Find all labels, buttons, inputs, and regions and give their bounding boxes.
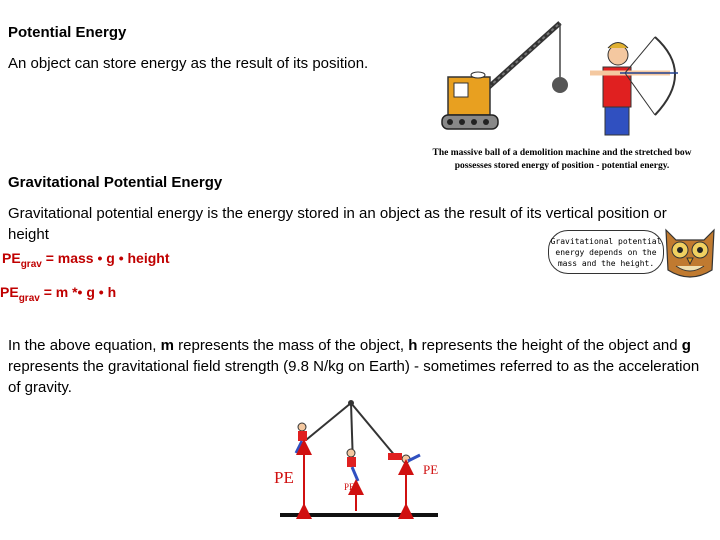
- demolition-archer-illustration: [420, 15, 690, 145]
- caption-line-2: possesses stored energy of position - potential energy.: [454, 161, 670, 171]
- para-var-m: m: [160, 337, 174, 354]
- child-left: [296, 423, 307, 453]
- gravitational-energy-text: Gravitational potential energy is the energy stored in an object as the result of its vertical position or height: [8, 205, 667, 243]
- pe-label-middle: PE: [344, 482, 355, 492]
- bubble-line-1: Gravitational potential: [550, 237, 662, 246]
- wrecking-ball: [552, 77, 568, 93]
- formula2-expression: = m *• g • h: [39, 284, 117, 300]
- rope-left: [306, 403, 351, 440]
- para-part-4: represents the gravitational field strength (9.8 N/kg on Earth) - sometimes referred to as the acceleration of gravity.: [8, 358, 700, 396]
- bow: [655, 37, 675, 115]
- bubble-line-3: mass and the height.: [557, 259, 655, 268]
- equation-explanation: [8, 335, 712, 398]
- heading-gravitational-potential-energy: Gravitational Potential Energy: [8, 174, 223, 191]
- pe-label-left: PE: [274, 468, 294, 487]
- speech-bubble: [548, 230, 664, 274]
- owl-icon: [662, 226, 718, 280]
- para-part-3: represents the height of the object and: [417, 337, 682, 354]
- para-part-1: In the above equation,: [8, 337, 161, 354]
- archer: [590, 37, 678, 135]
- heading-potential-energy: Potential Energy: [8, 24, 127, 41]
- demolition-machine: [442, 23, 568, 129]
- formula-pe-m-g-h: [0, 284, 116, 304]
- formula1-pe: PE: [2, 250, 21, 266]
- potential-energy-text: An object can store energy as the result of its position.: [8, 55, 369, 72]
- formula1-expression: = mass • g • height: [41, 250, 170, 266]
- child-right: [388, 453, 420, 463]
- caption-line-1: The massive ball of a demolition machine and the stretched bow: [432, 148, 692, 158]
- pe-label-right: PE: [423, 462, 439, 477]
- formula2-subscript: grav: [18, 292, 40, 304]
- formula2-pe: PE: [0, 284, 19, 300]
- rope-right: [351, 403, 396, 457]
- formula1-subscript: grav: [20, 258, 42, 270]
- illustration-caption: [412, 147, 712, 173]
- para-var-h: h: [408, 337, 418, 354]
- formula-pe-mass-g-height: [2, 250, 169, 270]
- child-middle: [347, 449, 358, 481]
- bubble-line-2: energy depends on the: [555, 248, 657, 257]
- swing-illustration: [268, 395, 448, 525]
- para-var-g: g: [681, 337, 691, 354]
- para-part-2: represents the mass of the object,: [173, 337, 409, 354]
